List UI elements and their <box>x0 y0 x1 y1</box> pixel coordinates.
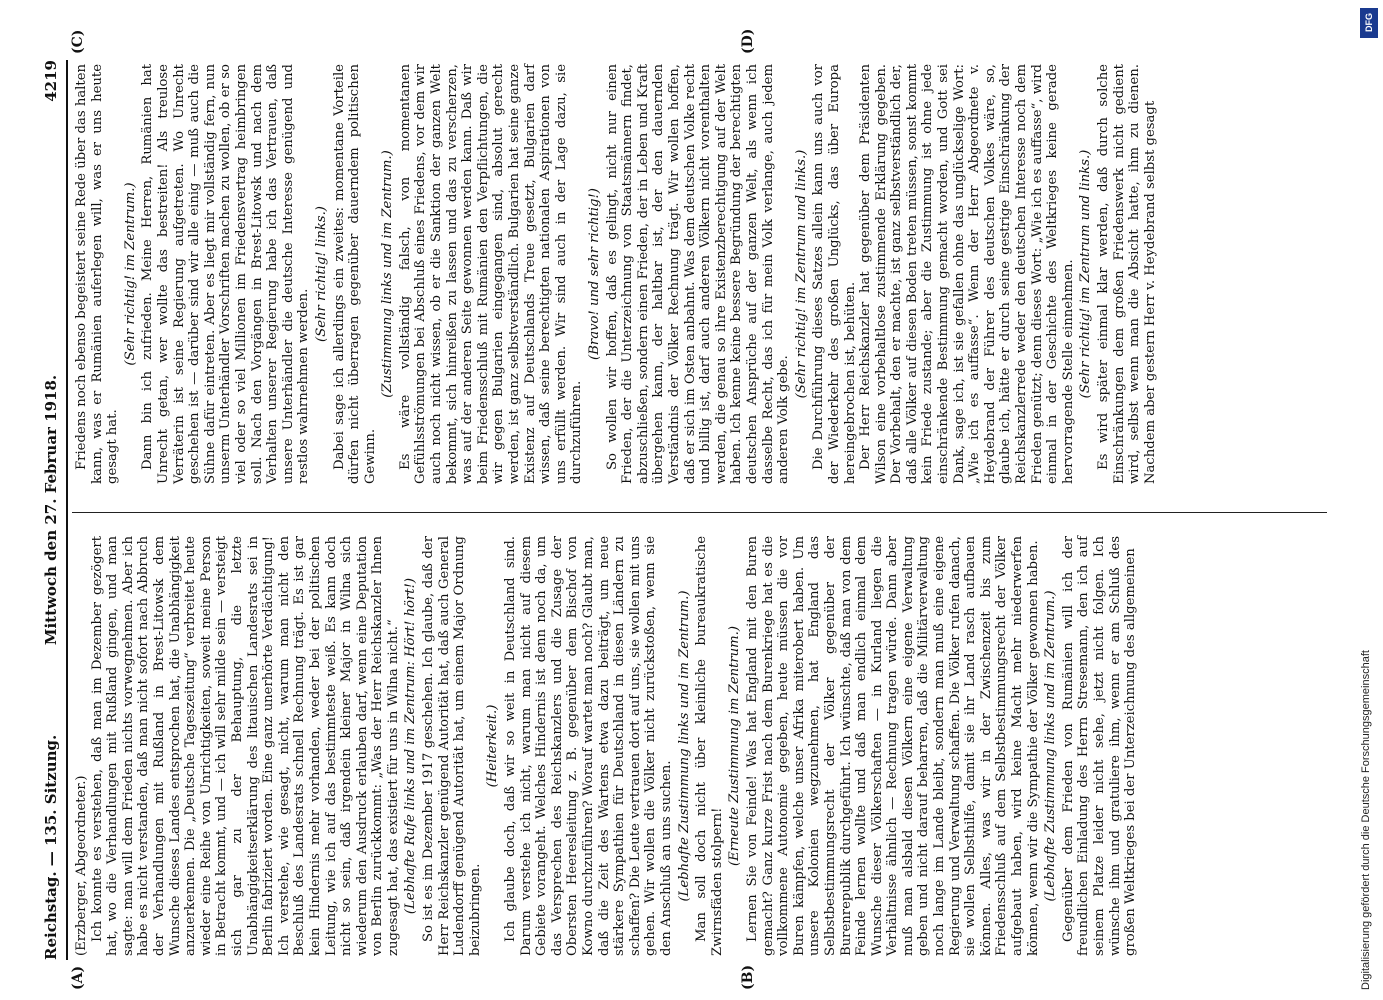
margin-mark-b: (B) <box>740 964 756 990</box>
stage-direction: (Zustimmung links und im Zentrum.) <box>380 150 396 398</box>
header-center: Mittwoch den 27. Februar 1918. <box>42 374 60 646</box>
rotated-page-content <box>40 28 1330 990</box>
paragraph: Dann bin ich zufrieden. Meine Herren, Rumänien hat Unrecht getan, wer wollte das bestreiten! Als treulose Verräterin ist seine Regierung aufgetreten. Wo Unrecht geschehen ist — darüber sind wir alle einig — muß auch die Sühne dafür eintreten. Aber es liegt mir vollständig fern, nun unserm Unterhändler Vorschriften machen zu wollen, ob er so viel oder so viel Millionen im Friedensvertrag heimbringen soll. Nach den Vorgängen in Brest-Litowsk und nach dem Verhalten unserer Regierung habe ich das Vertrauen, daß unsere Unterhändler die deutsche Interesse genügend und restlos wahrnehmen werden. <box>140 64 312 484</box>
left-column <box>74 536 1139 956</box>
paragraph: Gegenüber dem Frieden von Rumänien will ich der freundlichen Einladung des Herrn Stresemann, den ich auf seinem Platze leider nicht sehe, jetzt nicht folgen. Ich wünsche ihm und gratuliere ihm, wenn er am Schluß des großen Weltkrieges bei der Unterzeichnung des allgemeinen <box>1060 536 1139 956</box>
paragraph: Der Herr Reichskanzler hat gegenüber dem Präsidenten Wilson eine vorbehaltlose zustimmende Erklärung gegeben. Der Vorbehalt, den er machte, ist ganz selbstverständlich der, daß alle Völker auf diesen Boden treten müssen, sonst kommt kein Friede zustande; aber die Zustimmung ist ohne jede einschränkende Bestimmung gemacht worden, und Gott sei Dank, sage ich, ist sie gefallen ohne das unglückselige Wort: „Wie ich es auffasse“. Wenn der Herr Abgeordnete v. Heydebrand der Führer des deutschen Volkes wäre, so, glaube ich, hätte er durch seine gestrige Einschränkung der Reichskanzlerrede weder den deutschen Interesse noch dem Frieden genützt; denn dieses Wort: „Wie ich es auffasse“, wird einmal in der Geschichte des Weltkrieges keine gerade hervorragende Stelle einnehmen. <box>858 64 1076 484</box>
header-left: Reichstag. — 135. Sitzung. <box>42 734 60 960</box>
stage-direction: (Bravo! und sehr richtig!) <box>587 188 602 360</box>
paragraph: Friedens noch ebenso begeistert seine Rede über das halten kann, was er Rumänien auferlegen will, was er uns heute gesagt hat. <box>74 64 121 484</box>
paragraph: Ich glaube doch, daß wir so weit in Deutschland sind. Darum verstehe ich nicht, warum man nicht auf diesem Gebiete vorangeht. Welches Hindernis ist denn noch da, um das Versprechen des Reichskanzlers und die Zusage der Obersten Heeresleitung z. B. gegenüber dem Bischof von Kowno durchzuführen? Worauf wartet man noch? Glaubt man, daß die Zeit des Wartens etwa dazu beiträgt, um neue stärkere Sympathien für Deutschland in diesen Ländern zu schaffen? Die Leute vertrauen dort auf uns, sie wollen mit uns gehen. Wir wollen die Völker nicht zurückstoßen, wenn sie den Anschluß an uns suchen. <box>503 536 674 956</box>
header-rule <box>66 60 68 960</box>
paragraph: Es wird später einmal klar werden, daß durch solche Einschränkungen dem großen Friedenswerk nicht gedient wird, selbst wenn man die Absicht hatte, ihm zu dienen. Nachdem aber gestern Herr v. Heydebrand selbst gesagt <box>1096 64 1158 484</box>
stage-direction: (Lebhafte Rufe links und im Zentrum: Hört! hört!) <box>403 577 419 915</box>
margin-mark-d: (D) <box>740 28 756 54</box>
paragraph: So ist es im Dezember 1917 geschehen. Ich glaube, daß der Herr Reichskanzler genügend Autorität hat, daß auch General Ludendorff genügend Autorität hat, um einem Major Ordnung beizubringen. <box>421 536 483 956</box>
stage-direction: (Lebhafte Zustimmung links und im Zentrum.) <box>1043 590 1059 902</box>
sidebar-credit: Digitalisierung gefördert durch die Deutsche Forschungsgemeinschaft <box>1360 650 1372 990</box>
paragraph: Die Durchführung dieses Satzes allein kann uns auch vor der Wiederkehr des großen Unglücks, das über Europa hereingebrochen ist, behüten. <box>811 64 858 484</box>
stage-direction: (Erneute Zustimmung im Zentrum.) <box>727 625 743 867</box>
stage-direction: (Sehr richtig! links.) <box>313 206 329 342</box>
paragraph: So wollen wir hoffen, daß es gelingt, nicht nur einen Frieden, der die Unterzeichnung von Staatsmännern findet, abzuschließen, sondern einen Frieden, der in Leben und Kraft übergehen kann, der haltbar ist, der den dauernden Verständnis der Völker Rechnung trägt. Wir wollen hoffen, daß er sich im Osten anbahnt. Was dem deutschen Volke recht und billig ist, darf auch anderen Völkern nicht vorenthalten werden, die genau so ihre Existenzberechtigung auf der Welt haben. Ich kenne keine bessere Begründung der berechtigten deutschen Ansprüche auf der ganzen Welt, als wenn ich dasselbe Recht, das ich für mein Volk verlange, auch jedem anderen Volk gebe. <box>604 64 792 484</box>
stage-direction: (Sehr richtig! im Zentrum und links.) <box>793 149 809 399</box>
paragraph: Lernen Sie von Feinde! Was hat England mit den Buren gemacht? Ganz kurze Frist nach dem Burenkriege hat es die vollkommene Autonomie gegeben, heute müssen die vor Buren kämpfen, welche unser Afrika miterobert haben. Um unsere Kolonien wegzunehmen, hat England das Selbstbestimmungsrecht der Völker gegenüber der Burenrepublik durchgeführt. Ich wünschte, daß man von dem Feinde lernen wollte und daß man endlich einmal dem Wunsche dieser Völkerschaften — in Kurland liegen die Verhältnisse ähnlich — Rechnung tragen würde. Dann aber muß man alsbald diesen Völkern eine eigene Verwaltung geben und nicht darauf beharren, daß die Militärverwaltung noch lange im Lande bleibt, sondern man muß eine eigene Regierung und Verwaltung schaffen. Die Völker rufen danach, sie wollen Selbsthilfe, damit sie ihr Land rasch aufbauen können. Alles, was wir in der Zwischenzeit bis zum Friedensschluß auf dem Selbstbestimmungsrecht der Völker aufgebaut haben, wird keine Macht mehr niederwerfen können, wenn wir die Sympathie der Völker gewonnen haben. <box>744 536 1041 956</box>
margin-mark-c: (C) <box>70 29 86 54</box>
stage-direction: (Sehr richtig! im Zentrum und links.) <box>1078 149 1094 399</box>
stage-direction: (Lebhafte Zustimmung links und im Zentrum.) <box>676 590 692 902</box>
running-header <box>40 60 66 960</box>
paragraph: Es wäre vollständig falsch, von momentanen Gefühlsströmungen bei Abschluß eines Friedens, vor dem wir auch noch nicht wissen, ob er die Sanktion der ganzen Welt bekommt, sich hinreißen zu lassen und das zu verscherzen, was auf der anderen Seite gewonnen werden kann. Daß wir beim Friedensschluß mit Rumänien den Verpflichtungen, die wir gegen Bulgarien eingegangen sind, absolut gerecht werden, ist ganz selbstverständlich. Bulgarien hat seine ganze Existenz auf Deutschlands Treue gesetzt, Bulgarien darf wissen, daß seine berechtigten nationalen Aspirationen von uns erfüllt werden. Wir sind auch in der Lage dazu, sie durchzuführen. <box>397 64 585 484</box>
dfg-logo: DFG <box>1360 8 1378 38</box>
stage-direction: (Sehr richtig! im Zentrum.) <box>122 182 138 366</box>
paragraph: Dabei sage ich allerdings ein zweites: momentane Vorteile dürfen nicht überragen gegenüber dauerndem politischen Gewinn. <box>331 64 378 484</box>
speaker-line: (Erzberger, Abgeordneter.) <box>74 775 89 956</box>
page-number: 4219 <box>42 60 60 102</box>
column-divider <box>72 512 1327 513</box>
paragraph: Ich konnte es verstehen, daß man im Dezember gezögert hat, wo die Verhandlungen mit Rußland gingen, und man sagte: man will dem Frieden nichts vorwegnehmen. Aber ich habe es nicht verstanden, daß man nicht sofort nach Abbruch der Verhandlungen mit Rußland in Brest-Litowsk dem Wunsche dieses Landes entsprochen hat, die Unabhängigkeit anzuerkennen. Die „Deutsche Tageszeitung“ verbreitet heute wieder eine Reihe von Unrichtigkeiten, soweit meine Person in Betracht kommt, und — ich will sehr milde sein — versteigt sich gar zu der Behauptung, die letzte Unabhängigkeitserklärung des litauischen Landesrats sei in Berlin fabriziert worden. Eine ganz unerhörte Verdächtigung! Ich verstehe, wie gesagt, nicht, warum man nicht den Beschluß des Landesrats schnell Rechnung trägt. Es ist gar kein Hindernis mehr vorhanden, weder bei der politischen Leitung, wie ich auf das bestimmteste weiß. Es kann doch nicht so sein, daß irgendein kleiner Major in Wilna sich wiederum den Ausdruck erlauben darf, wenn eine Deputation von Berlin zurückkommt: „Was der Herr Reichskanzler Ihnen zugesagt hat, das existiert für uns in Wilna nicht.“ <box>89 536 401 956</box>
paragraph: Man soll doch nicht über kleinliche bureaukratische Zwirnsfäden stolpern! <box>694 536 725 956</box>
sidebar-credit-strip <box>1356 10 1380 990</box>
stage-direction: (Heiterkeit.) <box>485 704 501 788</box>
right-column <box>74 64 1158 484</box>
margin-mark-a: (A) <box>70 965 86 990</box>
